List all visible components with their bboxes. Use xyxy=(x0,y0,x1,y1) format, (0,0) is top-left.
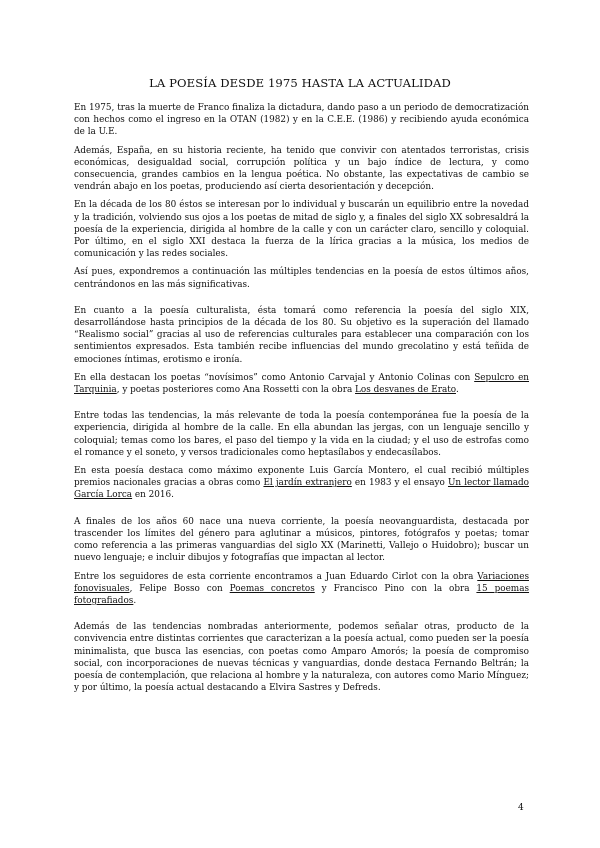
text-run: , Felipe Bosso con xyxy=(129,583,230,594)
paragraph-context: Además, España, en su historia reciente, ha tenido que convivir con atentados terroristas, crisis económicas, desigualdad social, corrupción política y un bajo índice de lectura, y como consecuencia, grandes cambios en la lengua poética. No obstante, las expectativas de cambio se vendrán abajo en los poetas, produciendo así cierta desorientación y decepción. xyxy=(74,145,529,193)
document-body xyxy=(74,102,529,700)
work-title: 15 poemas fotografiados xyxy=(74,583,530,606)
work-title: Variaciones fonovisuales xyxy=(74,571,529,594)
text-run: . xyxy=(133,595,137,606)
paragraph-neovanguard-authors xyxy=(74,571,529,608)
document-title: LA POESÍA DESDE 1975 HASTA LA ACTUALIDAD xyxy=(149,76,451,90)
text-run: , y poetas posteriores como Ana Rossetti con la obra xyxy=(116,385,356,396)
text-run: en 2016. xyxy=(132,490,174,501)
text-run: Entre los seguidores de esta corriente encontramos a Juan Eduardo Cirlot con la obra xyxy=(74,571,478,582)
paragraph-experience-authors xyxy=(74,465,529,502)
paragraph-decades: En la década de los 80 éstos se interesan por lo individual y buscarán un equilibrio entre la novedad y la tradición, volviendo sus ojos a los poetas de mitad de siglo y, a finales del siglo XX sobresaldrá la poesía de la experiencia, dirigida al hombre de la calle y con un carácter claro, sencillo y coloquial. Por último, en el siglo XXI destaca la fuerza de la lírica gracias a la música, los medios de comunicación y las redes sociales. xyxy=(74,200,529,260)
paragraph-culturalist: En cuanto a la poesía culturalista, ésta tomará como referencia la poesía del siglo XIX, desarrollándose hasta principios de la década de los 80. Su objetivo es la superación del llamado “Realismo social” gracias al uso de referencias culturales para establecer una comparación con los sentimientos expresados. Esta también recibe influencias del mundo grecolatino y está teñida de emociones íntimas, erotismo e ironía. xyxy=(74,305,529,365)
work-title: El jardín extranjero xyxy=(263,478,352,489)
paragraph-intro: En 1975, tras la muerte de Franco finaliza la dictadura, dando paso a un periodo de democratización con hechos como el ingreso en la OTAN (1982) y en la C.E.E. (1986) y recibiendo ayuda económica de la U.E. xyxy=(74,103,529,138)
work-title: Los desvanes de Erato xyxy=(355,385,456,396)
paragraph-overview: Así pues, expondremos a continuación las múltiples tendencias en la poesía de estos últimos años, centrándonos en las más significativas. xyxy=(74,267,529,290)
paragraph-culturalist-authors xyxy=(74,372,529,396)
work-title: Sepulcro en Tarquinia xyxy=(74,372,529,396)
page-number: 4 xyxy=(518,803,524,813)
text-run: En esta poesía destaca como máximo exponente Luis García Montero, el cual recibió múltiples premios nacionales gracias a obras como xyxy=(74,466,529,489)
text-run: en 1983 y el ensayo xyxy=(351,478,448,489)
work-title: Poemas concretos xyxy=(229,583,315,594)
paragraph-experience: Entre todas las tendencias, la más relevante de toda la poesía contemporánea fue la poesía de la experiencia, dirigida al hombre de la calle. En ella abundan las jergas, con un lenguaje sencillo y coloquial; temas como los bares, el paso del tiempo y la vida en la ciudad; y el uso de estrofas como el romance y el soneto, y versos tradicionales como heptasílabos y endecasílabos. xyxy=(74,411,529,458)
text-run: En ella destacan los poetas “novísimos” como Antonio Carvajal y Antonio Colinas con xyxy=(74,372,475,383)
work-title: Un lector llamado García Lorca xyxy=(74,478,529,501)
paragraph-other-trends: Además de las tendencias nombradas anteriormente, podemos señalar otras, producto de la convivencia entre distintas corrientes que caracterizan a la poesía actual, como pueden ser la poesía minimalista, que busca las esencias, con poetas como Amparo Amorós; la poesía de compromiso social, con incorporaciones de nuevas técnicas y vanguardias, donde destaca Fernando Beltrán; la poesía de contemplación, que relaciona al hombre y la naturaleza, con autores como Mario Mínguez; y por último, la poesía actual destacando a Elvira Sastres y Defreds. xyxy=(74,622,529,694)
text-run: . xyxy=(455,385,459,396)
paragraph-neovanguard: A finales de los años 60 nace una nueva corriente, la poesía neovanguardista, destacada por trascender los límites del género para aglutinar a músicos, pintores, fotógrafos y poetas; tomar como referencia a las primeras vanguardias del siglo XX (Marinetti, Vallejo o Huidobro); buscar un nuevo lenguaje; e incluir dibujos y fotografías que impactan al lector. xyxy=(74,516,529,564)
text-run: y Francisco Pino con la obra xyxy=(314,583,477,594)
